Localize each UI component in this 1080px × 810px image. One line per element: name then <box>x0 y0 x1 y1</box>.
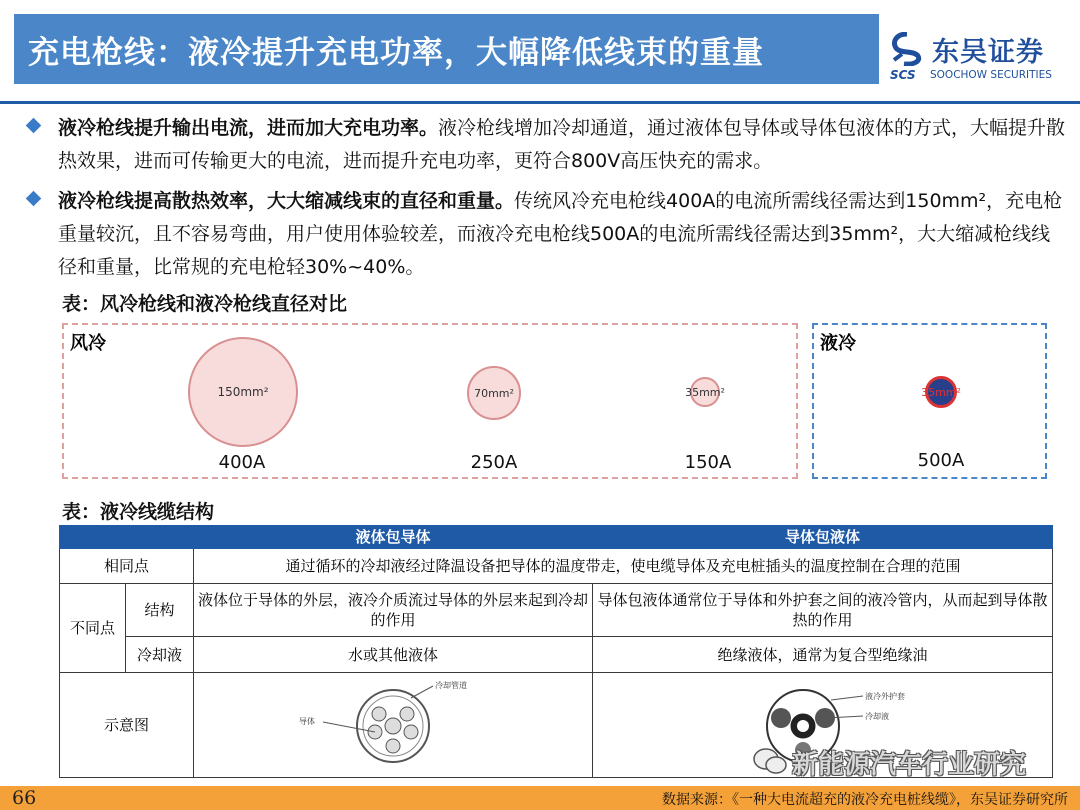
bullet-text <box>58 112 1068 178</box>
cable-current-label: 250A <box>470 452 518 473</box>
structure-cell-b: 导体包液体通常位于导体和外护套之间的液冷管内，从而起到导体散热的作用 <box>593 583 1053 636</box>
row-label-coolant: 冷却液 <box>126 636 194 673</box>
cable-current-label: 150A <box>684 452 732 473</box>
row-label-same: 相同点 <box>60 549 194 584</box>
diamond-bullet-icon <box>26 118 42 134</box>
cable-current-label: 500A <box>917 450 965 471</box>
company-logo <box>890 30 1070 86</box>
cable-circle-liquid-35 <box>921 376 961 408</box>
bullet-text <box>58 185 1068 284</box>
header-divider <box>0 101 1080 104</box>
diagram-label: 冷却管道 <box>435 680 467 690</box>
structure-caption: 表：液冷线缆结构 <box>62 501 215 523</box>
diamond-bullet-icon <box>26 191 42 207</box>
bullet-item <box>28 185 1068 284</box>
table-corner-cell <box>60 526 194 549</box>
row-label-diff: 不同点 <box>60 583 126 673</box>
diagram-label: 导体 <box>299 716 315 726</box>
page-number: 66 <box>12 787 37 809</box>
bullet-body: 传统风冷充电枪线400A的电流所需线径需达到150mm²，充电枪重量较沉，且不容易弯曲，用户使用体验较差，而液冷充电枪线500A的电流所需线径需达到35mm²，大大缩减枪线线径和重量，比常规的充电枪轻30%~40%。 <box>58 190 1063 278</box>
diagram-label: 液冷外护套 <box>864 691 905 701</box>
bullet-item <box>28 112 1068 178</box>
cable-area-label: 35mm² <box>921 385 961 399</box>
bullet-bold: 液冷枪线提高散热效率，大大缩减线束的直径和重量。 <box>58 190 515 212</box>
cable-area-label: 70mm² <box>474 386 514 400</box>
data-source: 数据来源：《一种大电流超充的液冷充电桩线缆》，东吴证券研究所 <box>662 792 1068 808</box>
structure-cell-a: 液体位于导体的外层，液冷介质流过导体的外层来起到冷却的作用 <box>194 583 593 636</box>
liquid-wraps-conductor-diagram <box>293 678 493 768</box>
logo-scs: SCS <box>890 68 916 82</box>
coolant-cell-a: 水或其他液体 <box>194 636 593 673</box>
diagram-label: 冷却液 <box>864 711 889 721</box>
wechat-icon <box>752 746 788 776</box>
table-row <box>60 636 1053 673</box>
diagram-cell-a <box>194 673 593 778</box>
cable-current-label: 400A <box>218 452 266 473</box>
cable-circle-35 <box>685 377 725 407</box>
cable-circle-70 <box>467 366 521 420</box>
soochow-logo-icon <box>890 32 924 66</box>
cable-area-label: 35mm² <box>685 385 725 399</box>
col-header-conductor-wraps-liquid: 导体包液体 <box>593 526 1053 549</box>
row-label-structure: 结构 <box>126 583 194 636</box>
bullet-bold: 液冷枪线提升输出电流，进而加大充电功率。 <box>58 117 439 139</box>
cable-structure-table <box>59 525 1053 778</box>
footer-bar <box>0 786 1080 810</box>
bullet-list <box>28 112 1068 291</box>
row-label-diagram: 示意图 <box>60 673 194 778</box>
bullet-body: 液冷枪线增加冷却通道，通过液体包导体或导体包液体的方式，大幅提升散热效果，进而可传输更大的电流，进而提升充电功率，更符合800V高压快充的需求。 <box>58 117 1066 172</box>
logo-chinese-name: 东吴证券 <box>932 37 1044 68</box>
table-row <box>60 549 1053 584</box>
watermark-text: 新能源汽车行业研究 <box>792 750 1027 780</box>
cable-circle-150 <box>188 337 298 447</box>
liquid-cooled-label: 液冷 <box>820 333 856 354</box>
coolant-cell-b: 绝缘液体，通常为复合型绝缘油 <box>593 636 1053 673</box>
table-row <box>60 583 1053 636</box>
air-cooled-label: 风冷 <box>70 333 106 354</box>
logo-english-name: SOOCHOW SECURITIES <box>930 69 1052 81</box>
compare-caption: 表：风冷枪线和液冷枪线直径对比 <box>62 293 348 315</box>
cable-area-label: 150mm² <box>217 385 269 399</box>
table-header-row <box>60 526 1053 549</box>
page-title: 充电枪线：液冷提升充电功率，大幅降低线束的重量 <box>28 35 764 71</box>
header-banner <box>14 14 879 84</box>
col-header-liquid-wraps-conductor: 液体包导体 <box>194 526 593 549</box>
row-same-text: 通过循环的冷却液经过降温设备把导体的温度带走，使电缆导体及充电桩插头的温度控制在合理的范围 <box>194 549 1053 584</box>
